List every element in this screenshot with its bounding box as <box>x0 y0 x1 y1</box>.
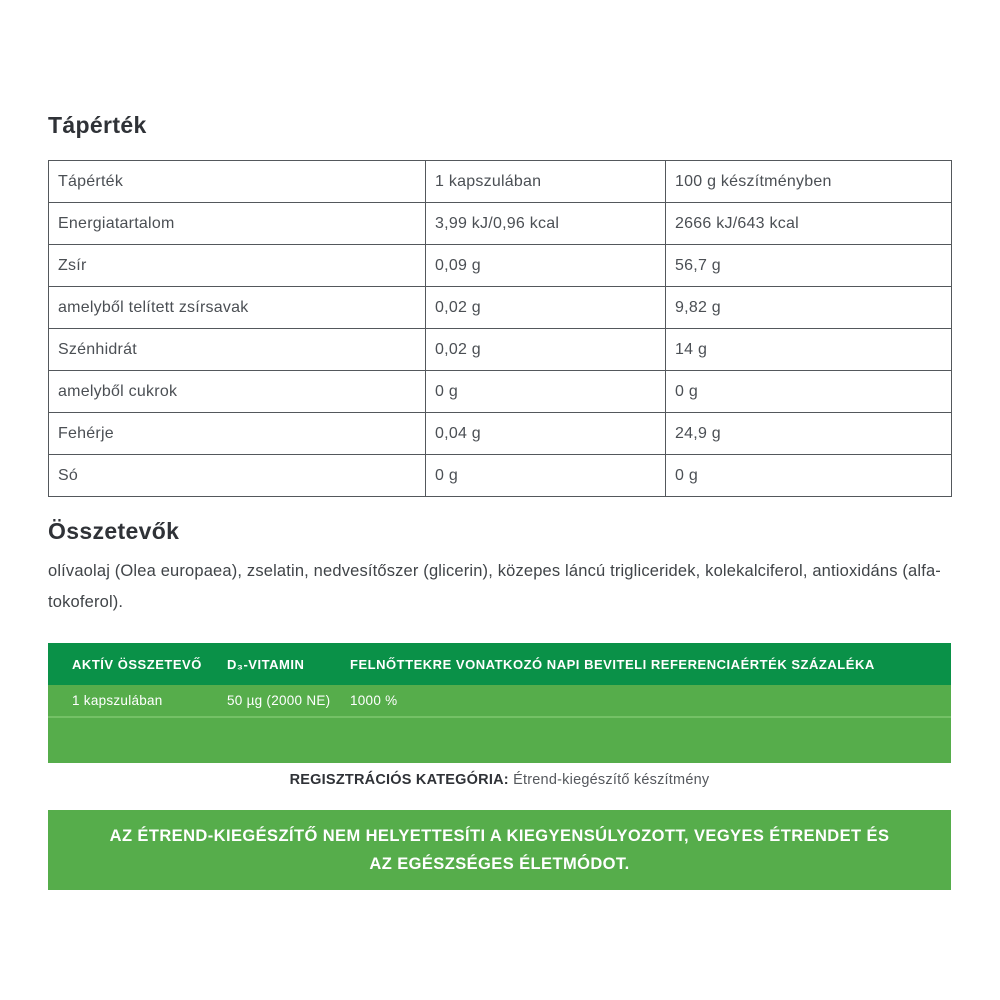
active-header-ingredient: AKTÍV ÖSSZETEVŐ <box>72 656 202 672</box>
row-label: amelyből telített zsírsavak <box>49 287 426 329</box>
row-label: amelyből cukrok <box>49 371 426 413</box>
row-value-100g: 2666 kJ/643 kcal <box>666 203 952 245</box>
active-ingredient-table <box>48 643 951 763</box>
table-row <box>49 413 952 455</box>
row-value-capsule: 0 g <box>426 371 666 413</box>
row-label: Fehérje <box>49 413 426 455</box>
registration-line <box>48 772 951 788</box>
active-ingredient-empty-row <box>48 718 951 763</box>
disclaimer-banner <box>48 810 951 890</box>
row-label: Szénhidrát <box>49 329 426 371</box>
table-row <box>49 329 952 371</box>
nutrition-header-name: Tápérték <box>49 161 426 203</box>
row-value-100g: 0 g <box>666 455 952 497</box>
row-value-100g: 24,9 g <box>666 413 952 455</box>
active-row-serving: 1 kapszulában <box>72 693 163 708</box>
active-ingredient-data-row <box>48 685 951 718</box>
row-value-100g: 56,7 g <box>666 245 952 287</box>
active-ingredient-header-row <box>48 643 951 685</box>
row-value-100g: 14 g <box>666 329 952 371</box>
table-row <box>49 455 952 497</box>
nutrition-table <box>48 160 951 497</box>
registration-label: REGISZTRÁCIÓS KATEGÓRIA: <box>289 772 509 788</box>
ingredients-section-title: Összetevők <box>48 518 180 544</box>
ingredients-text: olívaolaj (Olea europaea), zselatin, nedvesítőszer (glicerin), közepes láncú trigliceridek, kolekalciferol, antioxidáns (alfa-tokoferol). <box>48 562 941 611</box>
row-value-capsule: 0,02 g <box>426 329 666 371</box>
row-label: Energiatartalom <box>49 203 426 245</box>
table-row <box>49 287 952 329</box>
active-header-vitamin-d3: D₃-VITAMIN <box>227 656 305 672</box>
table-row <box>49 245 952 287</box>
row-value-capsule: 0 g <box>426 455 666 497</box>
active-row-amount: 50 µg (2000 NE) <box>227 693 331 708</box>
table-row <box>49 371 952 413</box>
row-value-capsule: 0,09 g <box>426 245 666 287</box>
row-value-capsule: 0,02 g <box>426 287 666 329</box>
row-value-capsule: 3,99 kJ/0,96 kcal <box>426 203 666 245</box>
row-value-100g: 0 g <box>666 371 952 413</box>
nutrition-header-per-100g: 100 g készítményben <box>666 161 952 203</box>
nutrition-header-row <box>49 161 952 203</box>
registration-value: Étrend-kiegészítő készítmény <box>513 772 710 788</box>
row-label: Zsír <box>49 245 426 287</box>
nutrition-header-per-capsule: 1 kapszulában <box>426 161 666 203</box>
row-value-capsule: 0,04 g <box>426 413 666 455</box>
table-row <box>49 203 952 245</box>
disclaimer-text: AZ ÉTREND-KIEGÉSZÍTŐ NEM HELYETTESÍTI A KIEGYENSÚLYOZOTT, VEGYES ÉTRENDET ÉS AZ EGÉSZSÉGES ÉLETMÓDOT. <box>109 827 890 874</box>
nutrition-section-title: Tápérték <box>48 112 147 138</box>
active-header-nrv-percent: FELNŐTTEKRE VONATKOZÓ NAPI BEVITELI REFERENCIAÉRTÉK SZÁZALÉKA <box>350 656 875 672</box>
active-row-percent: 1000 % <box>350 693 398 708</box>
row-label: Só <box>49 455 426 497</box>
row-value-100g: 9,82 g <box>666 287 952 329</box>
